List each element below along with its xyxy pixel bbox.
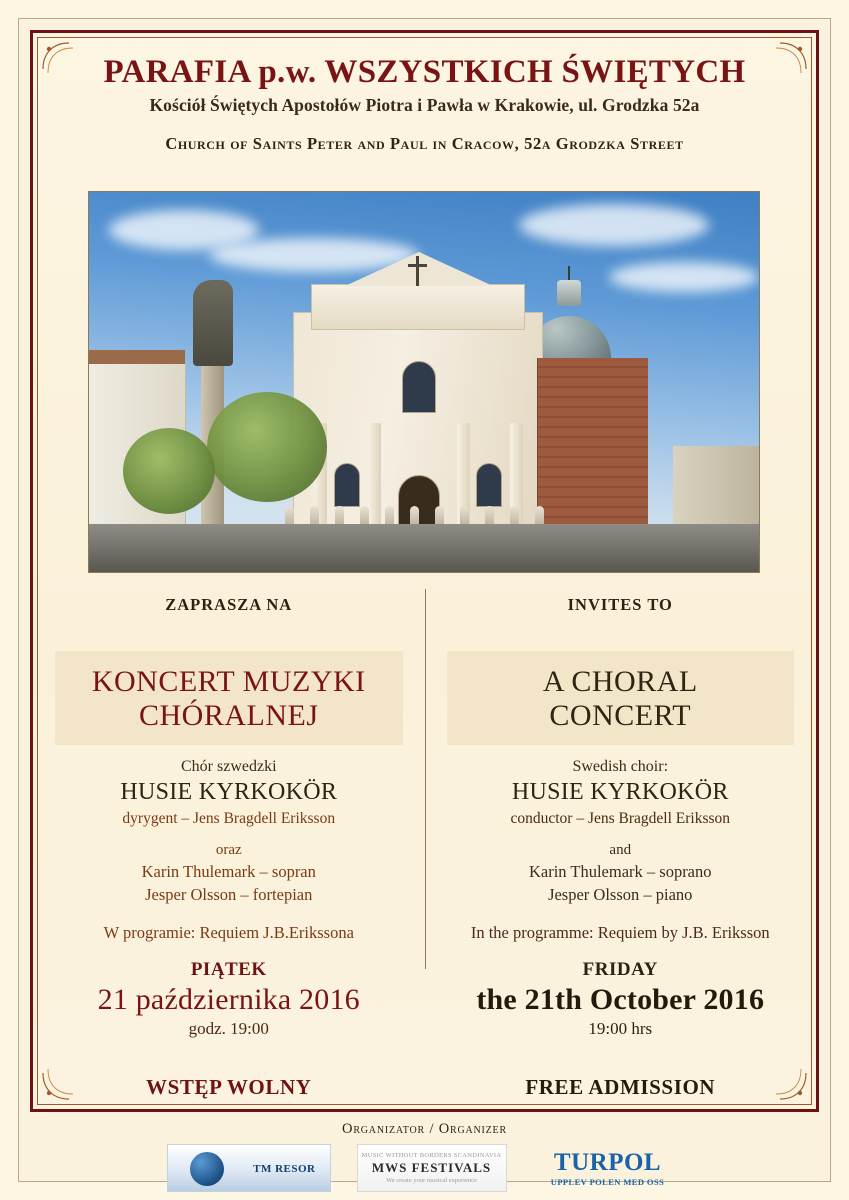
and-label-en: and bbox=[609, 842, 632, 858]
invites-label-pl: ZAPRASZA NA bbox=[165, 595, 293, 614]
concert-details-en bbox=[425, 755, 817, 943]
column-polish bbox=[33, 589, 425, 1099]
concert-title-line2: CHÓRALNEJ bbox=[138, 699, 319, 732]
programme-en: In the programme: Requiem by J.B. Eriksson bbox=[470, 923, 770, 942]
concert-title-line1: A CHORAL bbox=[542, 664, 698, 698]
and-label-pl: oraz bbox=[215, 842, 242, 858]
tree bbox=[207, 392, 327, 502]
poster-footer bbox=[0, 1121, 849, 1192]
logo-mws-top-text: MUSIC WITHOUT BORDERS SCANDINAVIA bbox=[361, 1152, 502, 1159]
logo-turpol-sub-text: UPPLEV POLEN MED OSS bbox=[550, 1176, 665, 1187]
conductor-en: conductor – Jens Bragdell Eriksson bbox=[510, 810, 731, 827]
logo-turpol bbox=[533, 1144, 683, 1192]
programme-pl: W programie: Requiem J.B.Erikssona bbox=[103, 923, 354, 942]
date-block-pl bbox=[33, 959, 425, 1100]
church-pediment bbox=[311, 284, 525, 330]
date-block-en bbox=[425, 959, 817, 1100]
dome-lantern bbox=[557, 280, 581, 306]
invites-label-en: INVITES TO bbox=[567, 595, 673, 614]
church-address-en: Church of Saints Peter and Paul in Cracow, 52a Grodzka Street bbox=[165, 133, 684, 153]
side-building-left-roof bbox=[89, 350, 185, 364]
globe-icon bbox=[190, 1152, 224, 1186]
performer-piano-pl: Jesper Olsson – fortepian bbox=[145, 885, 313, 904]
logo-tm-resor-text: TM RESOR bbox=[253, 1163, 316, 1175]
church-photo-illustration bbox=[89, 192, 759, 572]
logo-mws-festivals bbox=[357, 1144, 507, 1192]
church-tympanum bbox=[345, 252, 493, 286]
weekday-pl: PIĄTEK bbox=[190, 959, 267, 980]
choir-name-en: HUSIE KYRKOKÖR bbox=[511, 779, 729, 805]
date-pl: 21 października 2016 bbox=[97, 983, 360, 1016]
time-pl: godz. 19:00 bbox=[188, 1019, 269, 1038]
logo-mws-sub-text: We create your musical experience bbox=[386, 1177, 477, 1184]
organizer-logos bbox=[0, 1144, 849, 1192]
logo-mws-main-text: MWS FESTIVALS bbox=[371, 1160, 492, 1175]
concert-title-en bbox=[425, 655, 817, 743]
street-ground bbox=[89, 524, 759, 572]
concert-title-line1: KONCERT MUZYKI bbox=[91, 664, 366, 698]
logo-turpol-main-text: TURPOL bbox=[553, 1148, 662, 1176]
choir-label-pl: Chór szwedzki bbox=[180, 758, 277, 775]
poster-frame bbox=[30, 30, 819, 1112]
admission-en: FREE ADMISSION bbox=[525, 1075, 716, 1099]
conductor-pl: dyrygent – Jens Bragdell Eriksson bbox=[122, 810, 336, 827]
performer-soprano-en: Karin Thulemark – soprano bbox=[528, 862, 712, 881]
time-en: 19:00 hrs bbox=[588, 1019, 653, 1038]
organizer-label: Organizator / Organizer bbox=[342, 1121, 507, 1137]
church-cross-icon bbox=[416, 256, 419, 286]
tree bbox=[123, 428, 215, 514]
choir-label-en: Swedish choir: bbox=[572, 758, 669, 775]
concert-title-pl bbox=[33, 655, 425, 743]
poster-columns bbox=[33, 589, 816, 1099]
concert-details-pl bbox=[33, 755, 425, 943]
cloud bbox=[609, 262, 759, 292]
monument-figure bbox=[193, 280, 233, 366]
admission-pl: WSTĘP WOLNY bbox=[145, 1075, 312, 1099]
concert-title-line2: CONCERT bbox=[549, 699, 692, 732]
performer-soprano-pl: Karin Thulemark – sopran bbox=[141, 862, 316, 881]
weekday-en: FRIDAY bbox=[582, 959, 658, 980]
cloud bbox=[519, 204, 709, 246]
choir-name-pl: HUSIE KYRKOKÖR bbox=[120, 779, 338, 805]
parish-title: PARAFIA p.w. WSZYSTKICH ŚWIĘTYCH bbox=[103, 54, 746, 90]
facade-window bbox=[402, 361, 436, 413]
performer-piano-en: Jesper Olsson – piano bbox=[548, 885, 693, 904]
church-photo bbox=[88, 191, 760, 573]
church-address-pl: Kościół Świętych Apostołów Piotra i Pawła w Krakowie, ul. Grodzka 52a bbox=[149, 94, 700, 115]
logo-tm-resor bbox=[167, 1144, 331, 1192]
poster-header bbox=[33, 55, 816, 154]
date-en: the 21th October 2016 bbox=[476, 983, 765, 1016]
column-english bbox=[425, 589, 817, 1099]
